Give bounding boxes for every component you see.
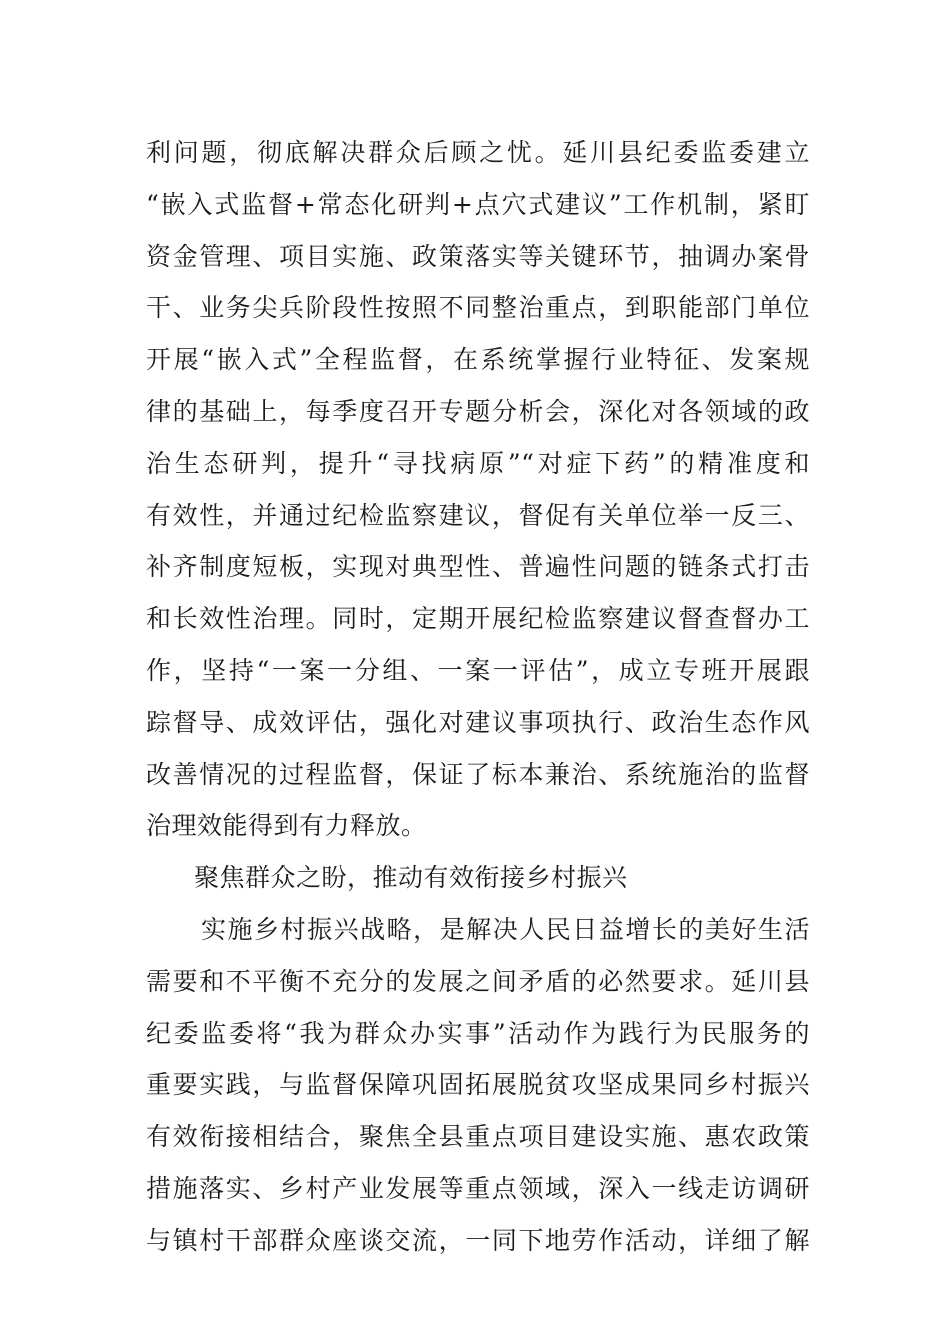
paragraph-line: 有效性，并通过纪检监察建议，督促有关单位举一反三、 [146,500,810,530]
section-heading: 聚焦群众之盼，推动有效衔接乡村振兴 [194,863,628,893]
paragraph-line: 开展“嵌入式”全程监督，在系统掌握行业特征、发案规 [146,345,810,375]
paragraph-line: 资金管理、项目实施、政策落实等关键环节，抽调办案骨 [146,241,810,271]
paragraph-line: 需要和不平衡不充分的发展之间矛盾的必然要求。延川县 [146,966,810,996]
paragraph-line: 和长效性治理。同时，定期开展纪检监察建议督查督办工 [146,604,810,634]
paragraph-line: 干、业务尖兵阶段性按照不同整治重点，到职能部门单位 [146,293,810,323]
paragraph-line: 措施落实、乡村产业发展等重点领域，深入一线走访调研 [146,1174,810,1203]
paragraph-line: 治生态研判，提升“寻找病原”“对症下药”的精准度和 [146,448,810,478]
paragraph-line: 作，坚持“一案一分组、一案一评估”，成立专班开展跟 [146,656,810,685]
paragraph-line: 治理效能得到有力释放。 [146,811,427,841]
paragraph-line: 利问题，彻底解决群众后顾之忧。延川县纪委监委建立 [146,138,810,167]
paragraph-line: 有效衔接相结合，聚焦全县重点项目建设实施、惠农政策 [146,1122,810,1152]
paragraph-line: 补齐制度短板，实现对典型性、普遍性问题的链条式打击 [146,552,810,582]
paragraph-line: 改善情况的过程监督，保证了标本兼治、系统施治的监督 [146,759,810,789]
paragraph-line: 纪委监委将“我为群众办实事”活动作为践行为民服务的 [146,1018,810,1048]
paragraph-line: 踪督导、成效评估，强化对建议事项执行、政治生态作风 [146,707,810,737]
paragraph-line: 律的基础上，每季度召开专题分析会，深化对各领域的政 [146,397,810,426]
paragraph-line: 实施乡村振兴战略，是解决人民日益增长的美好生活 [201,915,810,944]
paragraph-line: 与镇村干部群众座谈交流，一同下地劳作活动，详细了解 [146,1225,810,1255]
paragraph-line: 重要实践，与监督保障巩固拓展脱贫攻坚成果同乡村振兴 [146,1070,810,1100]
paragraph-line: “嵌入式监督+常态化研判+点穴式建议”工作机制，紧盯 [146,189,810,219]
